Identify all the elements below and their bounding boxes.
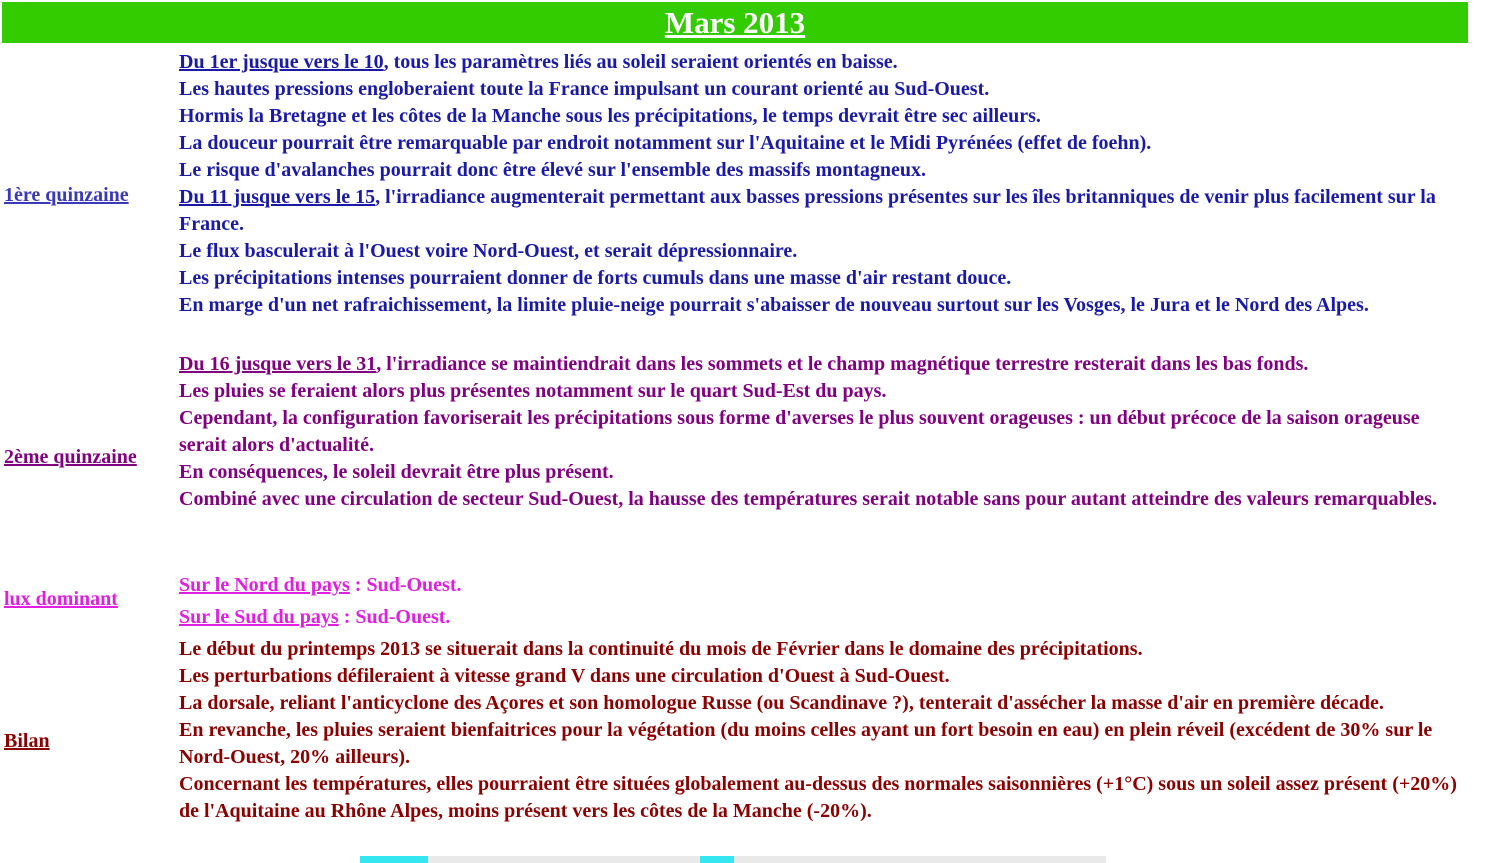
q1-line-4: La douceur pourrait être remarquable par endroit notamment sur l'Aquitaine et le Midi Pyrénées (effet de foehn). (179, 132, 1152, 154)
flux-nord-value: : Sud-Ouest. (349, 574, 462, 596)
bilan-line-1: Le début du printemps 2013 se situerait dans la continuité du mois de Février dans le domaine des précipitations. (179, 638, 1143, 660)
bilan-line-2: Les perturbations défileraient à vitesse grand V dans une circulation d'Ouest à Sud-Ouest. (179, 665, 950, 687)
label-q1[interactable]: 1ère quinzaine (4, 184, 129, 206)
q1-line-8: Les précipitations intenses pourraient donner de forts cumuls dans une masse d'air restant douce. (179, 267, 1012, 289)
q1-line-6 (179, 184, 1469, 238)
flux-sud-link[interactable]: Sur le Sud du pays (179, 606, 339, 628)
label-q2[interactable]: 2ème quinzaine (4, 446, 137, 468)
bilan-line-4: En revanche, les pluies seraient bienfaitrices pour la végétation (du moins celles ayant un fort besoin en eau) en plein réveil (excédent de 30% sur le Nord-Ouest, 20% ailleurs). (179, 719, 1433, 768)
q2-text-1: , l'irradiance se maintiendrait dans les sommets et le champ magnétique terrestre resterait dans les bas fonds. (376, 353, 1309, 375)
q1-text-1: , tous les paramètres liés au soleil seraient orientés en baisse. (383, 51, 898, 73)
q1-line-2: Les hautes pressions engloberaient toute la France impulsant un courant orienté au Sud-Ouest. (179, 78, 990, 100)
month-header (2, 2, 1468, 43)
q1-link-1[interactable]: Du 1er jusque vers le 10 (179, 51, 384, 73)
q1-link-2[interactable]: Du 11 jusque vers le 15 (179, 186, 376, 208)
q1-line-1 (179, 49, 1469, 76)
section-q1 (179, 49, 1469, 319)
q2-line-1 (179, 351, 1469, 378)
map-sea-area-2 (700, 856, 734, 863)
page-title: Mars 2013 (664, 5, 806, 40)
map-sea-area (360, 856, 428, 863)
flux-nord (179, 572, 1469, 599)
q2-link-1[interactable]: Du 16 jusque vers le 31 (179, 353, 377, 375)
bilan-line-5: Concernant les températures, elles pourraient être situées globalement au-dessus des normales saisonnières (+1°C) sous un soleil assez présent (+20%) de l'Aquitaine au Rhône Alpes, moins présent vers les côtes de la Manche (-20%). (179, 773, 1457, 822)
q1-line-3: Hormis la Bretagne et les côtes de la Manche sous les précipitations, le temps devrait être sec ailleurs. (179, 105, 1041, 127)
section-flux (179, 572, 1469, 631)
q1-line-9: En marge d'un net rafraichissement, la limite pluie-neige pourrait s'abaisser de nouveau surtout sur les Vosges, le Jura et le Nord des Alpes. (179, 294, 1369, 316)
flux-sud-value: : Sud-Ouest. (338, 606, 451, 628)
q2-line-4: En conséquences, le soleil devrait être plus présent. (179, 461, 614, 483)
q2-line-3: Cependant, la configuration favoriserait les précipitations sous forme d'averses le plus souvent orageuses : un début précoce de la saison orageuse serait alors d'actualité. (179, 407, 1420, 456)
label-bilan[interactable]: Bilan (4, 730, 50, 752)
flux-nord-link[interactable]: Sur le Nord du pays (179, 574, 350, 596)
q2-line-5: Combiné avec une circulation de secteur Sud-Ouest, la hausse des températures serait notable sans pour autant atteindre des valeurs remarquables. (179, 488, 1437, 510)
q1-text-6: , l'irradiance augmenterait permettant aux basses pressions présentes sur les îles britanniques de venir plus facilement sur la France. (179, 186, 1436, 235)
q2-line-2: Les pluies se feraient alors plus présentes notamment sur le quart Sud-Est du pays. (179, 380, 887, 402)
section-bilan (179, 636, 1469, 825)
map-image-top-edge (360, 856, 1106, 863)
section-q2 (179, 351, 1469, 513)
label-flux[interactable]: lux dominant (4, 588, 118, 610)
q1-line-7: Le flux basculerait à l'Ouest voire Nord-Ouest, et serait dépressionnaire. (179, 240, 798, 262)
q1-line-5: Le risque d'avalanches pourrait donc être élevé sur l'ensemble des massifs montagneux. (179, 159, 927, 181)
flux-sud (179, 604, 1469, 631)
bilan-line-3: La dorsale, reliant l'anticyclone des Açores et son homologue Russe (ou Scandinave ?), tenterait d'assécher la masse d'air en première décade. (179, 692, 1384, 714)
